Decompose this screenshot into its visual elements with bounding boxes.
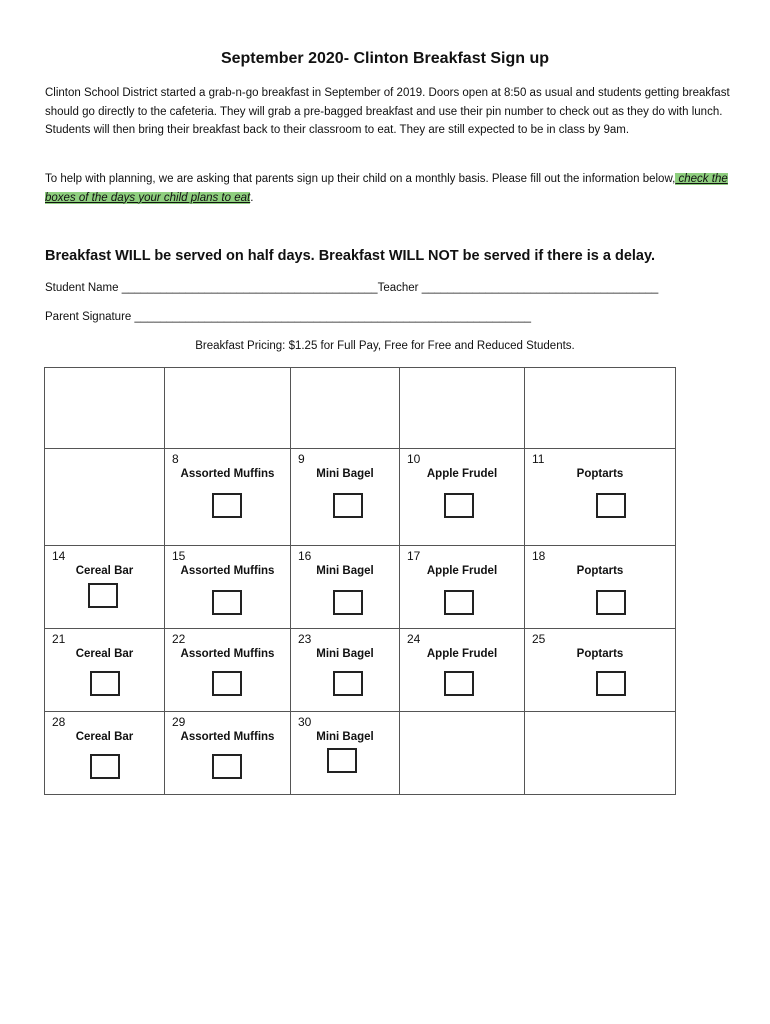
menu-item: Apple Frudel	[426, 468, 498, 480]
menu-item: Assorted Muffins	[180, 648, 275, 660]
calendar-empty-cell	[400, 712, 525, 795]
calendar-day-cell	[45, 546, 165, 629]
calendar-week-row	[45, 449, 676, 546]
calendar-day-cell	[165, 546, 291, 629]
calendar-empty-cell	[400, 368, 525, 449]
calendar-day-cell	[400, 449, 525, 546]
day-number: 15	[172, 549, 186, 563]
planning-text: To help with planning, we are asking that parents sign up their child on a monthly basis. Please fill out the information below,	[45, 173, 676, 185]
planning-end: .	[250, 191, 254, 204]
day-number: 9	[298, 452, 305, 466]
menu-item: Cereal Bar	[75, 648, 134, 660]
day-checkbox[interactable]	[596, 671, 626, 696]
planning-highlight: check the boxes of the days your child plans to eat	[45, 173, 728, 204]
day-checkbox[interactable]	[444, 590, 474, 615]
day-number: 10	[407, 452, 421, 466]
calendar-table	[44, 367, 676, 795]
day-checkbox[interactable]	[212, 493, 242, 518]
menu-item: Cereal Bar	[75, 565, 134, 577]
day-number: 23	[298, 632, 312, 646]
menu-item: Mini Bagel	[316, 468, 374, 480]
calendar-day-cell	[400, 546, 525, 629]
calendar-day-cell	[165, 712, 291, 795]
calendar-day-cell	[525, 449, 676, 546]
day-number: 24	[407, 632, 421, 646]
menu-item: Mini Bagel	[316, 731, 374, 743]
menu-item: Poptarts	[576, 565, 624, 577]
calendar-day-cell	[45, 712, 165, 795]
calendar-day-cell	[165, 629, 291, 712]
menu-item: Poptarts	[576, 468, 624, 480]
calendar-empty-cell	[525, 368, 676, 449]
day-checkbox[interactable]	[333, 671, 363, 696]
day-number: 18	[532, 549, 546, 563]
day-number: 14	[52, 549, 66, 563]
menu-item: Mini Bagel	[316, 565, 374, 577]
day-checkbox[interactable]	[88, 583, 118, 608]
menu-item: Apple Frudel	[426, 565, 498, 577]
calendar-day-cell	[291, 712, 400, 795]
day-number: 17	[407, 549, 421, 563]
day-checkbox[interactable]	[333, 590, 363, 615]
day-checkbox[interactable]	[90, 754, 120, 779]
day-checkbox[interactable]	[333, 493, 363, 518]
student-name-field[interactable]: ________________________________________	[121, 282, 378, 294]
calendar-day-cell	[525, 546, 676, 629]
calendar-day-cell	[291, 629, 400, 712]
calendar-week-row	[45, 368, 676, 449]
calendar-week-row	[45, 712, 676, 795]
day-checkbox[interactable]	[212, 671, 242, 696]
day-number: 22	[172, 632, 186, 646]
calendar-empty-cell	[45, 449, 165, 546]
day-checkbox[interactable]	[327, 748, 357, 773]
calendar-empty-cell	[165, 368, 291, 449]
calendar-empty-cell	[291, 368, 400, 449]
day-number: 21	[52, 632, 66, 646]
menu-item: Apple Frudel	[426, 648, 498, 660]
student-name-label: Student Name	[45, 282, 119, 294]
pricing-info: Breakfast Pricing: $1.25 for Full Pay, Free for Free and Reduced Students.	[195, 340, 575, 352]
intro-paragraph: Clinton School District started a grab-n-go breakfast in September of 2019. Doors open at 8:50 as usual and students getting breakfast should go directly to the cafeteria. They will grab a pre-bagged breakfast and use their pin number to check out as they do with lunch. Students will then bring their breakfast back to their classroom to eat. They are still expected to be in class by 9am.	[45, 87, 730, 136]
menu-item: Cereal Bar	[75, 731, 134, 743]
calendar-day-cell	[45, 629, 165, 712]
menu-item: Mini Bagel	[316, 648, 374, 660]
calendar-empty-cell	[525, 712, 676, 795]
service-notice: Breakfast WILL be served on half days. Breakfast WILL NOT be served if there is a delay.	[45, 248, 656, 264]
day-checkbox[interactable]	[212, 754, 242, 779]
teacher-field[interactable]: _____________________________________	[421, 282, 659, 294]
day-number: 11	[532, 452, 545, 466]
day-number: 28	[52, 715, 66, 729]
menu-item: Assorted Muffins	[180, 731, 275, 743]
parent-signature-line	[45, 311, 725, 323]
day-checkbox[interactable]	[90, 671, 120, 696]
menu-item: Assorted Muffins	[180, 565, 275, 577]
calendar-empty-cell	[45, 368, 165, 449]
day-checkbox[interactable]	[596, 493, 626, 518]
menu-item: Poptarts	[576, 648, 624, 660]
day-number: 8	[172, 452, 179, 466]
menu-item: Assorted Muffins	[180, 468, 275, 480]
day-number: 30	[298, 715, 312, 729]
calendar-day-cell	[165, 449, 291, 546]
day-checkbox[interactable]	[444, 671, 474, 696]
day-checkbox[interactable]	[212, 590, 242, 615]
page-title: September 2020- Clinton Breakfast Sign up	[220, 50, 550, 67]
day-number: 29	[172, 715, 186, 729]
calendar-week-row	[45, 629, 676, 712]
calendar-day-cell	[525, 629, 676, 712]
calendar-day-cell	[291, 546, 400, 629]
student-teacher-line	[45, 282, 725, 294]
teacher-label: Teacher	[377, 282, 419, 294]
parent-signature-label: Parent Signature	[45, 311, 132, 323]
day-checkbox[interactable]	[596, 590, 626, 615]
day-number: 25	[532, 632, 546, 646]
calendar-week-row	[45, 546, 676, 629]
parent-signature-field[interactable]: ______________________________________________________________	[134, 311, 532, 323]
day-checkbox[interactable]	[444, 493, 474, 518]
calendar-day-cell	[291, 449, 400, 546]
planning-paragraph	[45, 170, 730, 207]
calendar-day-cell	[400, 629, 525, 712]
day-number: 16	[298, 549, 312, 563]
